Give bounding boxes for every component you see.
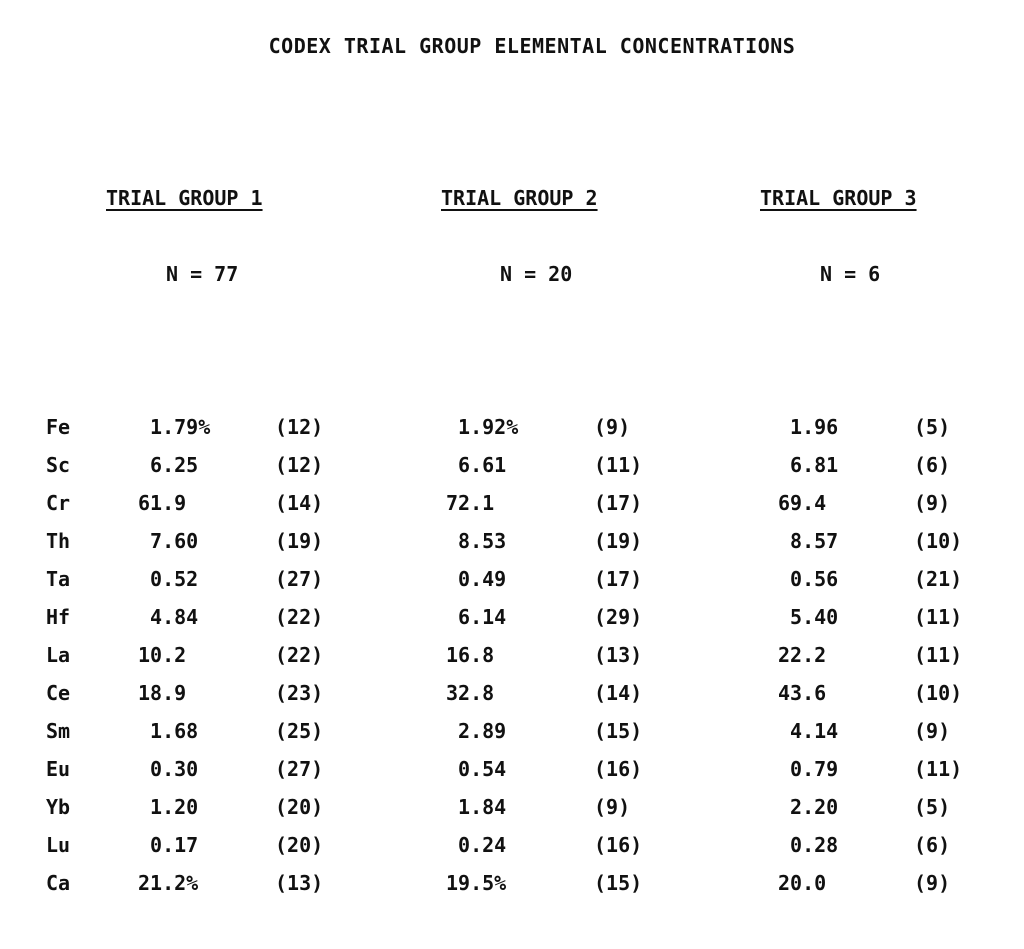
group-1-error: (22) <box>275 605 324 629</box>
group-3-value: 8.57 <box>778 529 839 553</box>
element-symbol: Hf <box>46 605 71 629</box>
group-2-error: (9) <box>594 795 631 819</box>
element-symbol: Lu <box>46 833 71 857</box>
group-2-error: (15) <box>594 871 643 895</box>
group-1-error: (20) <box>275 795 324 819</box>
group-2-value: 72.1 <box>446 491 495 515</box>
group-3-value: 22.2 <box>778 643 827 667</box>
group-2-error: (14) <box>594 681 643 705</box>
table-row <box>0 413 1024 451</box>
group-1-value: 0.30 <box>138 757 199 781</box>
group-3-value: 0.56 <box>778 567 839 591</box>
table-row <box>0 717 1024 755</box>
group-1-error: (20) <box>275 833 324 857</box>
group-2-value: 0.24 <box>446 833 507 857</box>
group-3-value: 1.96 <box>778 415 839 439</box>
group-1-error: (14) <box>275 491 324 515</box>
group-3-error: (9) <box>914 719 951 743</box>
group-1-error: (22) <box>275 643 324 667</box>
group-3-error: (6) <box>914 833 951 857</box>
group-1-value: 61.9 <box>138 491 187 515</box>
group-3-error: (10) <box>914 529 963 553</box>
group-3-error: (10) <box>914 681 963 705</box>
element-symbol: Eu <box>46 757 71 781</box>
group-3-value: 5.40 <box>778 605 839 629</box>
group-3-error: (5) <box>914 795 951 819</box>
group-1-value: 1.20 <box>138 795 199 819</box>
group-1-heading: TRIAL GROUP 1 <box>106 186 263 210</box>
group-3-count: N = 6 <box>820 262 881 286</box>
group-2-error: (13) <box>594 643 643 667</box>
group-1-value: 7.60 <box>138 529 199 553</box>
group-2-error: (17) <box>594 491 643 515</box>
group-1-value: 4.84 <box>138 605 199 629</box>
group-2-value: 16.8 <box>446 643 495 667</box>
group-2-value: 6.14 <box>446 605 507 629</box>
group-3-error: (21) <box>914 567 963 591</box>
group-1-value: 18.9 <box>138 681 187 705</box>
element-symbol: Th <box>46 529 71 553</box>
element-symbol: Yb <box>46 795 71 819</box>
group-2-value: 1.92% <box>446 415 519 439</box>
group-2-error: (19) <box>594 529 643 553</box>
group-3-error: (6) <box>914 453 951 477</box>
group-1-value: 0.17 <box>138 833 199 857</box>
group-2-value: 32.8 <box>446 681 495 705</box>
table-row <box>0 679 1024 717</box>
group-1-value: 1.68 <box>138 719 199 743</box>
group-1-error: (13) <box>275 871 324 895</box>
document-title: CODEX TRIAL GROUP ELEMENTAL CONCENTRATIONS <box>268 34 796 58</box>
group-2-error: (9) <box>594 415 631 439</box>
group-1-error: (27) <box>275 757 324 781</box>
table-row <box>0 755 1024 793</box>
group-1-value: 10.2 <box>138 643 187 667</box>
group-2-error: (11) <box>594 453 643 477</box>
group-3-value: 2.20 <box>778 795 839 819</box>
group-3-value: 0.79 <box>778 757 839 781</box>
group-1-value: 21.2% <box>138 871 199 895</box>
group-2-error: (29) <box>594 605 643 629</box>
group-1-error: (25) <box>275 719 324 743</box>
group-2-error: (16) <box>594 757 643 781</box>
group-1-value: 1.79% <box>138 415 211 439</box>
group-2-value: 19.5% <box>446 871 507 895</box>
group-3-error: (9) <box>914 491 951 515</box>
group-2-value: 6.61 <box>446 453 507 477</box>
group-3-error: (11) <box>914 643 963 667</box>
group-3-error: (5) <box>914 415 951 439</box>
table-row <box>0 451 1024 489</box>
group-3-value: 6.81 <box>778 453 839 477</box>
table-row <box>0 489 1024 527</box>
group-2-value: 2.89 <box>446 719 507 743</box>
table-row <box>0 641 1024 679</box>
group-2-error: (17) <box>594 567 643 591</box>
group-2-error: (15) <box>594 719 643 743</box>
element-symbol: Ca <box>46 871 71 895</box>
group-1-error: (19) <box>275 529 324 553</box>
group-2-value: 1.84 <box>446 795 507 819</box>
table-row <box>0 565 1024 603</box>
group-1-error: (12) <box>275 415 324 439</box>
group-3-error: (11) <box>914 757 963 781</box>
group-1-count: N = 77 <box>166 262 239 286</box>
element-symbol: Sm <box>46 719 71 743</box>
element-symbol: La <box>46 643 71 667</box>
table-row <box>0 603 1024 641</box>
group-1-value: 6.25 <box>138 453 199 477</box>
concentration-table <box>0 413 1024 907</box>
group-1-error: (12) <box>275 453 324 477</box>
element-symbol: Ce <box>46 681 71 705</box>
element-symbol: Cr <box>46 491 71 515</box>
group-3-error: (9) <box>914 871 951 895</box>
group-1-error: (23) <box>275 681 324 705</box>
group-2-heading: TRIAL GROUP 2 <box>441 186 598 210</box>
group-2-error: (16) <box>594 833 643 857</box>
group-3-heading: TRIAL GROUP 3 <box>760 186 917 210</box>
element-symbol: Fe <box>46 415 71 439</box>
group-3-value: 0.28 <box>778 833 839 857</box>
table-row <box>0 527 1024 565</box>
table-row <box>0 831 1024 869</box>
group-2-value: 0.49 <box>446 567 507 591</box>
group-3-error: (11) <box>914 605 963 629</box>
group-3-value: 43.6 <box>778 681 827 705</box>
group-2-value: 0.54 <box>446 757 507 781</box>
element-symbol: Sc <box>46 453 71 477</box>
group-1-error: (27) <box>275 567 324 591</box>
group-2-value: 8.53 <box>446 529 507 553</box>
group-2-count: N = 20 <box>500 262 573 286</box>
group-3-value: 4.14 <box>778 719 839 743</box>
group-3-value: 20.0 <box>778 871 827 895</box>
group-3-value: 69.4 <box>778 491 827 515</box>
element-symbol: Ta <box>46 567 71 591</box>
table-row <box>0 793 1024 831</box>
group-1-value: 0.52 <box>138 567 199 591</box>
table-row <box>0 869 1024 907</box>
